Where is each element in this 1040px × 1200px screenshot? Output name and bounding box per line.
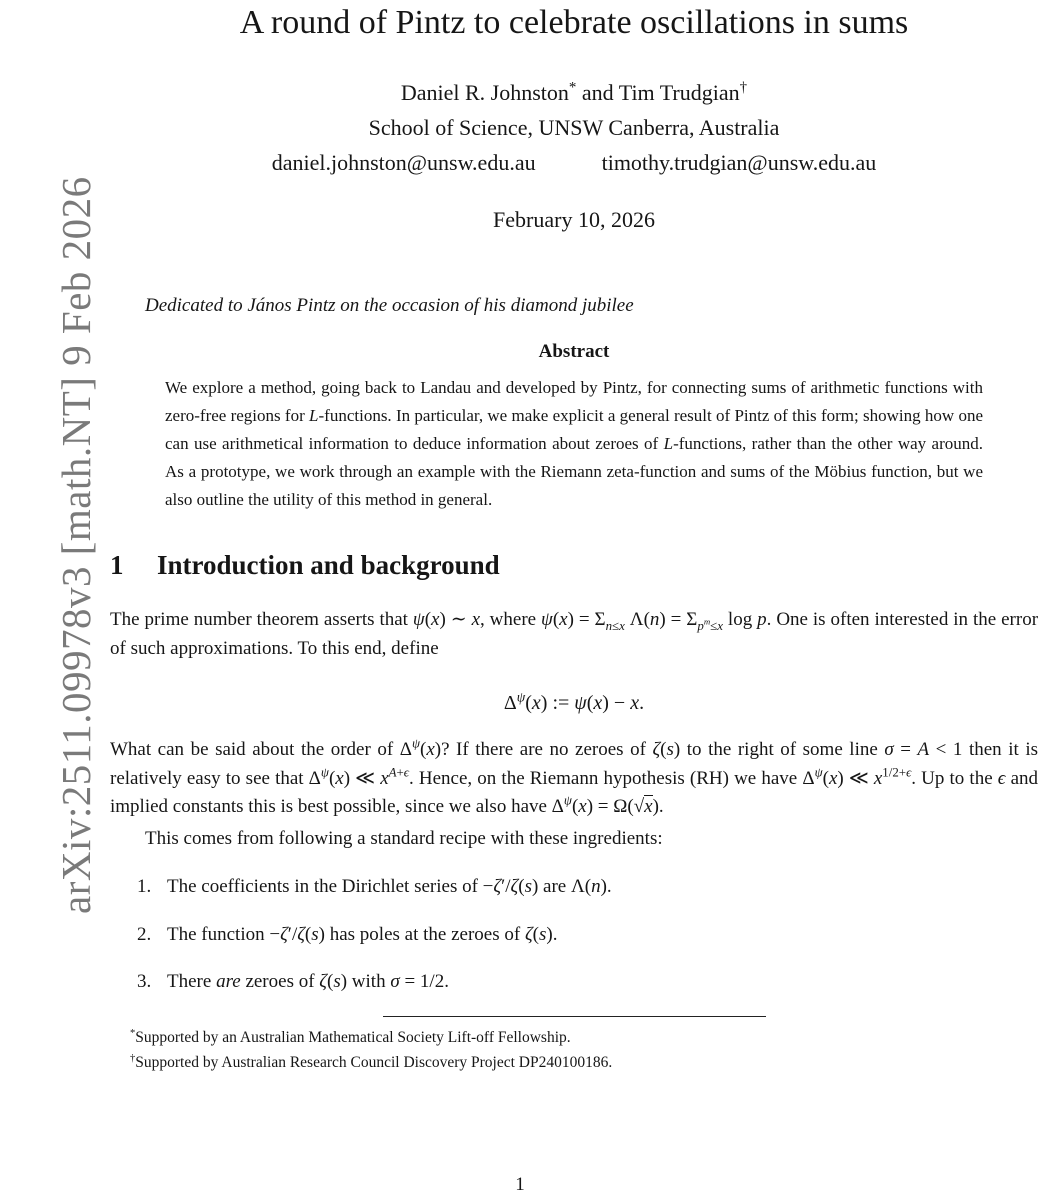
intro-paragraph-1: The prime number theorem asserts that ψ(x) ∼ x, where $\psi(x) = \Sigma_{n\le x}$ $\Lambda(n) = \Sigma_{p^m\le x}$ log p. One is often interested in the error of such approximations. To this end, define — [110, 609, 1039, 659]
authors-line: Daniel R. Johnston* and Tim Trudgian† — [400, 79, 748, 105]
section-1-heading — [110, 548, 1038, 582]
page-number: 1 — [515, 1174, 525, 1195]
list-item-number: 1. — [137, 876, 152, 897]
list-item — [110, 921, 1038, 950]
ingredients-list — [110, 873, 1038, 997]
intro-paragraph-3: This comes from following a standard recipe with these ingredients: — [145, 827, 663, 849]
abstract-body: We explore a method, going back to Landau and developed by Pintz, for connecting sums of arithmetic functions with zero-free regions for L-functions. In particular, we make explicit a general result of Pintz of this form; showing how one can use arithmetical information to deduce information about zeroes of L-functions, rather than the other way around. As a prototype, we work through an example with the Riemann zeta-function and sums of the Möbius function, but we also outline the utility of this method in general. — [165, 378, 984, 509]
display-equation: $\Delta^\psi(x)$ := ψ(x) − x. — [503, 689, 645, 714]
author1-email: daniel.johnston@unsw.edu.au — [271, 150, 536, 175]
list-item-text: There are zeroes of ζ(s) with σ = 1/2. — [167, 971, 449, 992]
footnote-thanks-2: †Supported by Australian Research Council Discovery Project DP240100186. — [130, 1052, 613, 1071]
footnotes-block — [110, 1025, 1038, 1075]
section-number: 1 — [110, 550, 124, 580]
list-item — [110, 873, 1038, 902]
author2-email: timothy.trudgian@unsw.edu.au — [601, 150, 877, 175]
footnote-thanks-1: *Supported by an Australian Mathematical Society Lift-off Fellowship. — [130, 1027, 571, 1046]
paper-date: February 10, 2026 — [493, 207, 655, 232]
affiliation-line: School of Science, UNSW Canberra, Australia — [368, 115, 780, 140]
footnote-rule — [383, 1016, 766, 1017]
section-title: Introduction and background — [157, 550, 500, 580]
list-item-number: 2. — [137, 923, 152, 945]
dedication-line: Dedicated to János Pintz on the occasion of his diamond jubilee — [145, 295, 634, 316]
arxiv-watermark: arXiv:2511.09978v3 [math.NT] 9 Feb 2026 — [53, 176, 99, 914]
abstract-heading: Abstract — [538, 341, 610, 362]
main-column — [110, 0, 1038, 1075]
list-item-number: 3. — [137, 971, 152, 992]
intro-paragraph-2: What can be said about the order of $\Delta^\psi(x)$? If there are no zeroes of ζ(s) to the right of some line σ = A < 1 then it is relatively easy to see that $\Delta^\psi(x)$ ≪ $x^{A+\epsilon}$. Hence, on the Riemann hypothesis (RH) we have $\Delta^\psi(x)$ ≪ $x^{1/2+\epsilon}$. Up to the ϵ and implied constants this is best possible, since we also have $\Delta^\psi(x) = \Omega(√x)$. — [110, 735, 1039, 817]
list-item-text: The coefficients in the Dirichlet series of −ζ′/ζ(s) are Λ(n). — [167, 876, 612, 897]
list-item — [110, 968, 1038, 997]
paper-title: A round of Pintz to celebrate oscillations in sums — [239, 4, 909, 41]
emails-line — [110, 148, 1038, 178]
list-item-text: The function −ζ′/ζ(s) has poles at the zeroes of ζ(s). — [167, 923, 558, 945]
